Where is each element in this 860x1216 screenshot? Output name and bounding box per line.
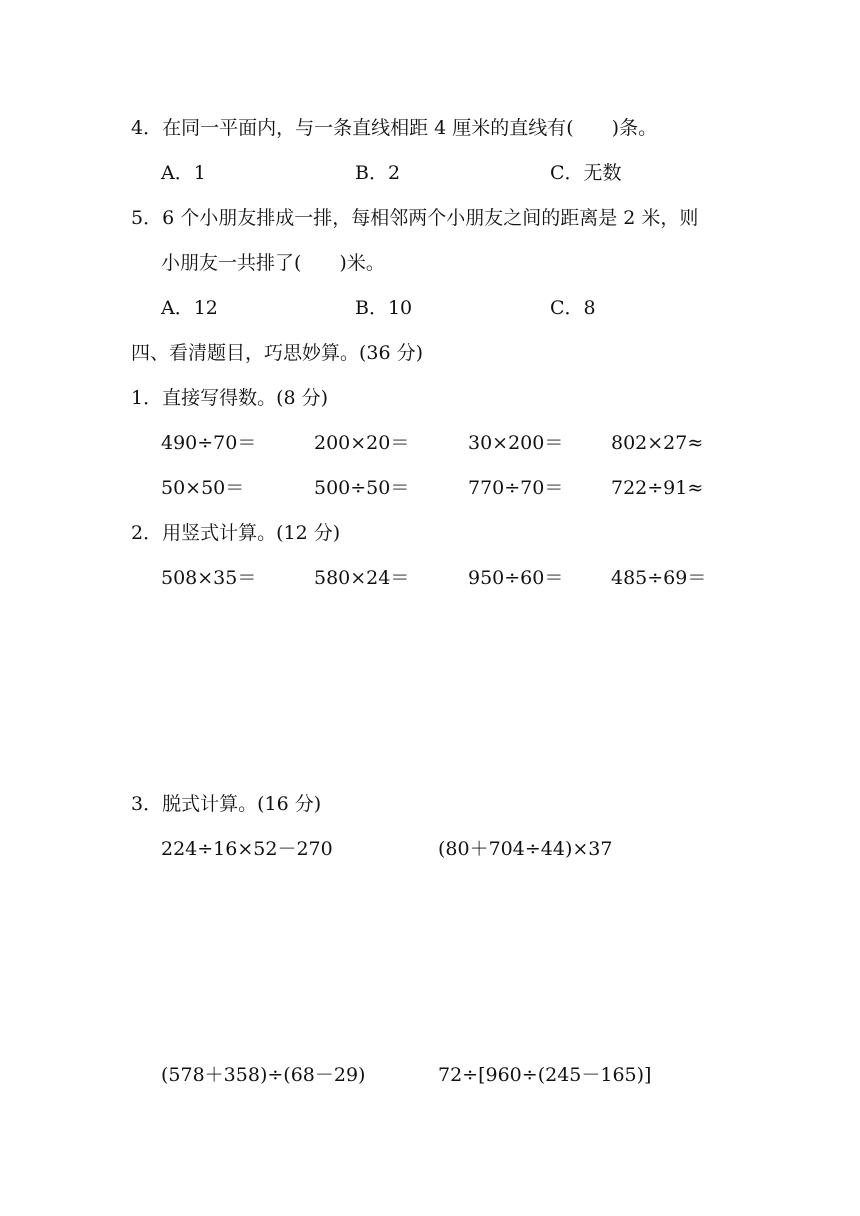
vertical-calc-item: 485÷69＝: [611, 567, 707, 589]
question-5-option-a: A．12: [161, 297, 218, 319]
oral-calc-item: 802×27≈: [611, 432, 704, 454]
oral-calc-item: 30×200＝: [468, 432, 564, 454]
question-4-option-a: A．1: [161, 162, 206, 184]
question-4-option-b: B．2: [355, 162, 401, 184]
question-5-option-c: C．8: [550, 297, 596, 319]
question-4-option-c: C．无数: [550, 162, 622, 184]
section-4-title: 四、看清题目，巧思妙算。(36 分): [131, 342, 424, 364]
step-calc-item: 224÷16×52－270: [161, 838, 333, 860]
oral-calc-item: 500÷50＝: [314, 477, 410, 499]
step-calc-item: (578＋358)÷(68－29): [161, 1064, 366, 1086]
vertical-calc-item: 950÷60＝: [468, 567, 564, 589]
oral-calc-item: 50×50＝: [161, 477, 245, 499]
question-5-stem-line1: 5．6 个小朋友排成一排，每相邻两个小朋友之间的距离是 2 米，则: [131, 207, 699, 229]
step-calc-item: 72÷[960÷(245－165)]: [438, 1064, 652, 1086]
question-5-stem-line2: 小朋友一共排了( )米。: [161, 252, 385, 274]
oral-calc-item: 200×20＝: [314, 432, 410, 454]
question-4-stem: 4．在同一平面内，与一条直线相距 4 厘米的直线有( )条。: [131, 117, 658, 139]
oral-calc-item: 770÷70＝: [468, 477, 564, 499]
part-2-title: 2．用竖式计算。(12 分): [131, 522, 341, 544]
vertical-calc-item: 508×35＝: [161, 567, 257, 589]
question-5-option-b: B．10: [355, 297, 413, 319]
oral-calc-item: 490÷70＝: [161, 432, 257, 454]
part-3-title: 3．脱式计算。(16 分): [131, 793, 322, 815]
step-calc-item: (80＋704÷44)×37: [438, 838, 613, 860]
part-1-title: 1．直接写得数。(8 分): [131, 387, 329, 409]
vertical-calc-item: 580×24＝: [314, 567, 410, 589]
oral-calc-item: 722÷91≈: [611, 477, 704, 499]
